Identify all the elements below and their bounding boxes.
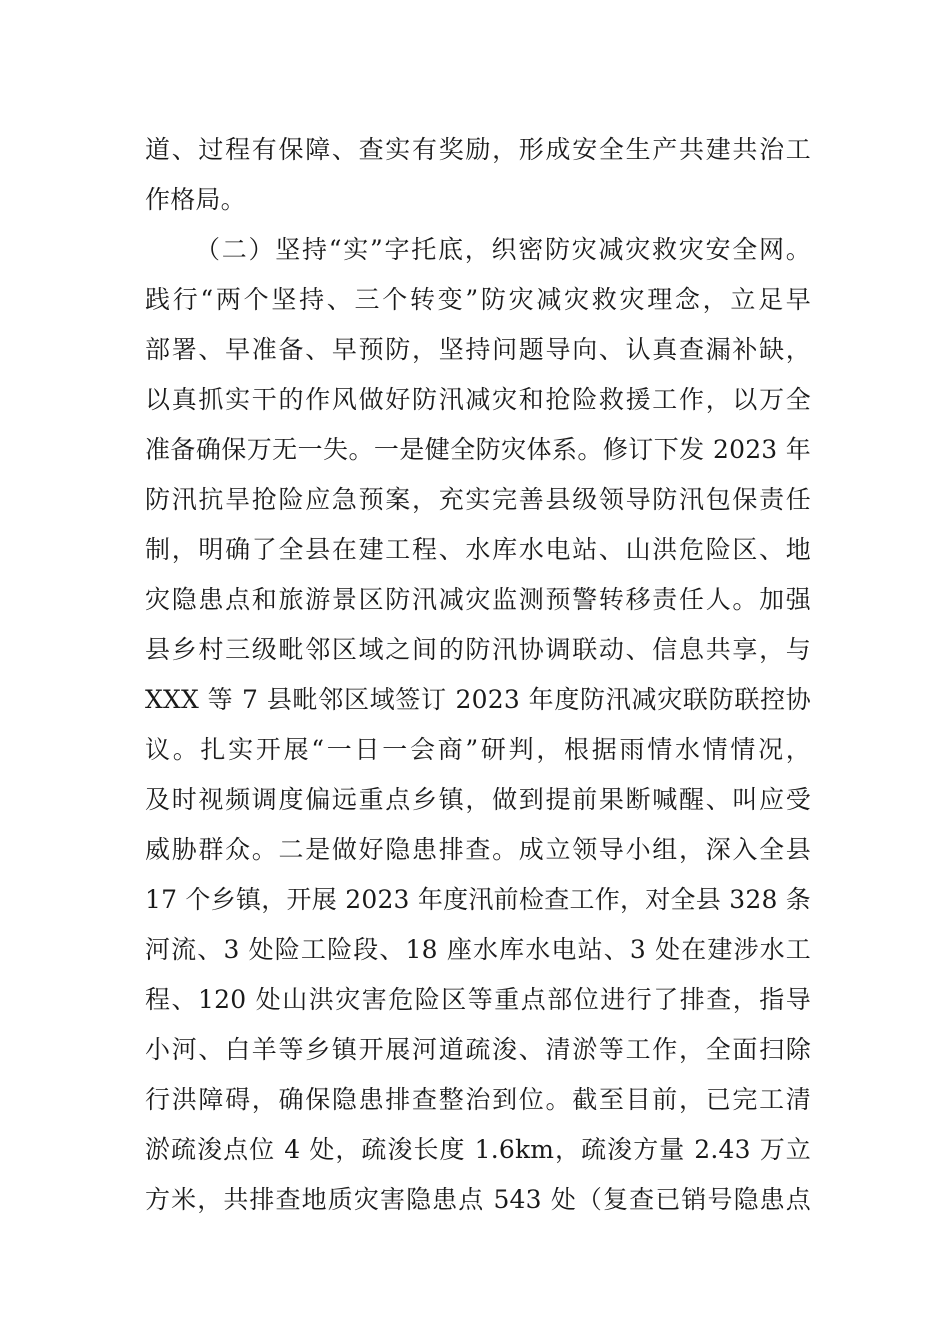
section-heading-line: （二）坚持“实”字托底，织密防灾减灾救灾安全网。 <box>195 235 811 264</box>
text-line: 及时视频调度偏远重点乡镇，做到提前果断喊醒、叫应受 <box>145 785 811 814</box>
text-line: XXX 等 7 县毗邻区域签订 2023 年度防汛减灾联防联控协 <box>145 685 811 714</box>
text-line: 程、120 处山洪灾害危险区等重点部位进行了排查，指导 <box>145 985 811 1014</box>
text-line: 道、过程有保障、查实有奖励，形成安全生产共建共治工 <box>145 135 811 164</box>
text-line: 部署、早准备、早预防，坚持问题导向、认真查漏补缺， <box>145 335 811 364</box>
text-line: 灾隐患点和旅游景区防汛减灾监测预警转移责任人。加强 <box>145 585 811 614</box>
text-line: 河流、3 处险工险段、18 座水库水电站、3 处在建涉水工 <box>145 935 811 964</box>
text-line: 县乡村三级毗邻区域之间的防汛协调联动、信息共享，与 <box>145 635 811 664</box>
text-line: 议。扎实开展“一日一会商”研判，根据雨情水情情况， <box>145 735 811 764</box>
text-line: 淤疏浚点位 4 处，疏浚长度 1.6km，疏浚方量 2.43 万立 <box>145 1135 811 1164</box>
text-line: 防汛抗旱抢险应急预案，充实完善县级领导防汛包保责任 <box>145 485 811 514</box>
text-line: 方米，共排查地质灾害隐患点 543 处（复查已销号隐患点 <box>145 1185 811 1214</box>
text-line: 17 个乡镇，开展 2023 年度汛前检查工作，对全县 328 条 <box>145 885 811 914</box>
text-line: 以真抓实干的作风做好防汛减灾和抢险救援工作，以万全 <box>145 385 811 414</box>
text-line: 践行“两个坚持、三个转变”防灾减灾救灾理念，立足早 <box>145 285 811 314</box>
text-line: 制，明确了全县在建工程、水库水电站、山洪危险区、地 <box>145 535 811 564</box>
text-line: 作格局。 <box>145 185 246 214</box>
text-line: 行洪障碍，确保隐患排查整治到位。截至目前，已完工清 <box>145 1085 811 1114</box>
text-line: 准备确保万无一失。一是健全防灾体系。修订下发 2023 年 <box>145 435 811 464</box>
text-line: 威胁群众。二是做好隐患排查。成立领导小组，深入全县 <box>145 835 811 864</box>
text-line: 小河、白羊等乡镇开展河道疏浚、清淤等工作，全面扫除 <box>145 1035 811 1064</box>
